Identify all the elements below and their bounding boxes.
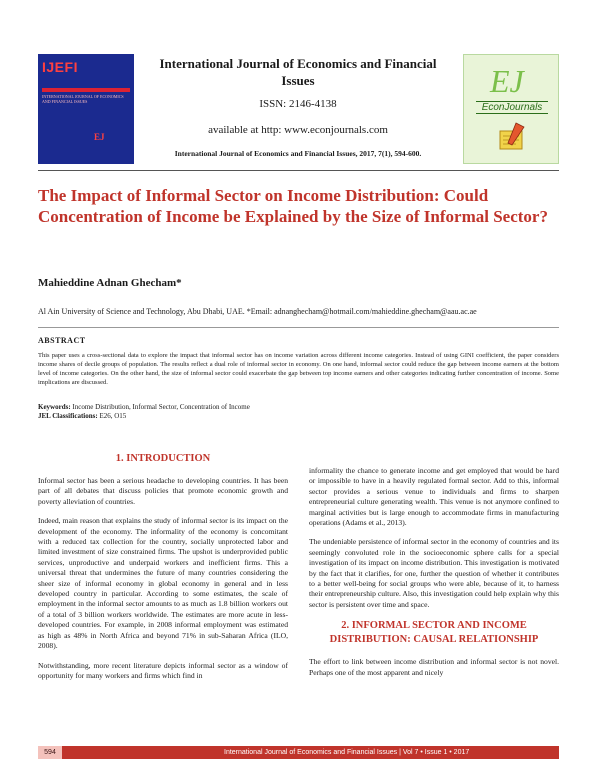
paragraph: Indeed, main reason that explains the study of informal sector is its impact on the development of the economy. The informality of the economy is concomitant with a reduced tax collection for the country, socially unprotected labor and limited investment of size constrained firms. The upshot is underprovided public services, unproductive and underpaid workers and inefficient firms. This a universal threat that undermines the future of many countries considering the sheer size of informal economy in global economy in general and in less developed country in particular. According to some estimates, the scale of employment in the informal sector amounts to as much as 1.8 billion workers out of a total of 3 billion workers worldwide. The estimates are more acute in less-developed countries. For example, in 2008 informal employment was estimated as high as 48% in North Africa and beyond 71% in sub-Saharan Africa (ILO, 2008). [38, 516, 288, 651]
abstract-text: This paper uses a cross-sectional data to explore the impact that informal sector has on income variation across different income categories. Instead of using GINI coefficient, the paper considers income shares of decile groups of population. The results reflect a dual role of informal sector in economy. On one hand, informal sector could reduce the gap between income earners at the bottom level of income categories. On the other hand, the size of informal sector could exacerbate the gap between top income earners and other categories indicating further concentration of income. Some implications are discussed. [38, 352, 559, 386]
paper-title: The Impact of Informal Sector on Income Distribution: Could Concentration of Income be Explained by the Size of Informal Sector? [38, 186, 548, 226]
left-column [38, 452, 288, 690]
paragraph: Notwithstanding, more recent literature depicts informal sector as a window of opportunity for many workers and firms which find in [38, 660, 288, 680]
abstract-heading: ABSTRACT [38, 336, 86, 345]
logo-mark: EJ [490, 63, 524, 99]
page-number: 594 [38, 746, 62, 759]
header-divider [38, 170, 559, 171]
jel-classification [38, 412, 126, 420]
paragraph: The undeniable persistence of informal sector in the economy of countries and its seemingly convoluted role in the socioeconomic sphere calls for a special investigation of its impact on income distribution. This investigation is motivated by the fact that it clarifies, for one, further the question of whether it contributes to a better well-being for social groups who were able, because of it, to harness their entrepreneurship culture. Also, this investigation could help explain why this sector is persistent over time and space. [309, 537, 559, 609]
author-affiliation: Al Ain University of Science and Technology, Abu Dhabi, UAE. *Email: adnanghecham@hotmail.com/mahieddine.ghecham@aau.ac.ae [38, 307, 477, 316]
citation-line: International Journal of Economics and Financial Issues, 2017, 7(1), 594-600. [174, 149, 422, 158]
affiliation-divider [38, 327, 559, 328]
cover-strip [42, 88, 130, 92]
pencil-paper-icon [494, 119, 530, 155]
publisher-logo [463, 54, 559, 164]
footer-text: International Journal of Economics and Financial Issues | Vol 7 • Issue 1 • 2017 [224, 749, 470, 756]
jel-value: E26, O15 [99, 412, 127, 420]
availability-line: available at http: www.econjournals.com [208, 124, 388, 136]
right-column [309, 466, 559, 687]
issn: ISSN: 2146-4138 [259, 98, 337, 110]
keywords-value: Income Distribution, Informal Sector, Concentration of Income [72, 403, 250, 411]
page-footer [38, 746, 559, 759]
keywords-label: Keywords: [38, 403, 71, 411]
paragraph: The effort to link between income distribution and informal sector is not novel. Perhaps one of the most apparent and nicely [309, 657, 559, 677]
section-heading-informal-sector: 2. INFORMAL SECTOR AND INCOME DISTRIBUTION: CAUSAL RELATIONSHIP [329, 620, 539, 646]
author-name: Mahieddine Adnan Ghecham* [38, 277, 182, 289]
cover-badge: EJ [94, 132, 105, 142]
cover-title: IJEFI [42, 59, 78, 75]
journal-title: International Journal of Economics and Financial Issues [159, 56, 437, 88]
journal-cover-left [38, 54, 134, 164]
logo-brand: EconJournals [476, 101, 548, 114]
paragraph: informality the chance to generate income and get employed that would be hard or impossible to have in a heavily regulated formal sector. Add to this, informal sector provides a serious venue to individuals and firms to sharpen entrepreneurial culture generating wealth. This venue is not anymore confined to marginal activities but is large enough to accommodate firms in manufacturing operations (Adams et al., 2013). [309, 466, 559, 528]
jel-label: JEL Classifications: [38, 412, 98, 420]
cover-subtitle: INTERNATIONAL JOURNAL OF ECONOMICS AND FINANCIAL ISSUES [42, 94, 124, 104]
paragraph: Informal sector has been a serious headache to developing countries. It has been part of all debates that discuss policies that promote economic growth and poverty alleviation of countries. [38, 476, 288, 506]
section-heading-introduction: 1. INTRODUCTION [115, 453, 211, 464]
keywords [38, 403, 250, 411]
